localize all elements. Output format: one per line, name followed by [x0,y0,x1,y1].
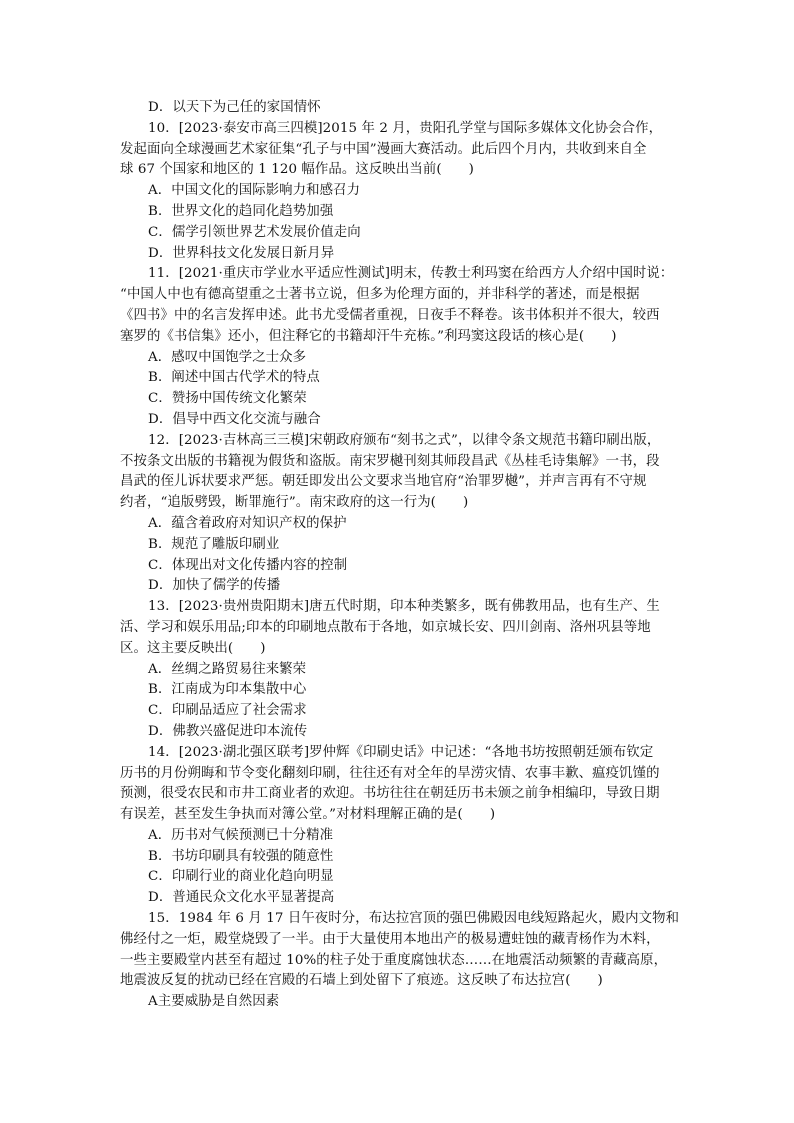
answer-option: B．书坊印刷具有较强的随意性 [148,848,334,864]
answer-option: B．江南成为印本集散中心 [148,682,307,698]
answer-option: D．倡导中西文化交流与融合 [148,411,321,427]
question-start: 11．[2021·重庆市学业水平适应性测试]明末，传教士利玛窦在给西方人介绍中国时说： [148,266,674,282]
answer-option: A．蕴含着政府对知识产权的保护 [148,515,347,531]
question-start: 14．[2023·湖北强区联考]罗仲辉《印刷史话》中记述：“各地书坊按照朝廷颁布钦定 [148,744,654,760]
answer-option: B．阐述中国古代学术的特点 [148,370,320,386]
answer-option: D．以天下为己任的家国情怀 [148,100,321,115]
question-text: 预测，很受农民和市井工商业者的欢迎。书坊往往在朝廷历书未颁之前争相编印，导致日期 [120,786,660,802]
question-text: 约者，“追版劈毁，断罪施行”。南宋政府的这一行为( ) [120,495,469,511]
question-text: 活、学习和娱乐用品;印本的印刷地点散布于各地，如京城长安、四川剑南、洛州巩县等地 [120,619,651,635]
question-text: 有误差，甚至发生争执而对簿公堂。”对材料理解正确的是( ) [120,807,496,823]
question-start: 10．[2023·泰安市高三四模]2015 年 2 月，贵阳孔学堂与国际多媒体文化协会合作， [148,120,663,136]
answer-option: C．赞扬中国传统文化繁荣 [148,391,307,407]
answer-option: A．历书对气候预测已十分精准 [148,827,334,843]
question-start: 15．1984 年 6 月 17 日午夜时分，布达拉宫顶的强巴佛殿因电线短路起火，殿内文物和 [148,911,680,927]
answer-option: D．加快了儒学的传播 [148,578,281,594]
answer-option: A．中国文化的国际影响力和感召力 [148,183,361,199]
question-text: 历书的月份朔晦和节令变化翻刻印刷，往往还有对全年的旱涝灾情、农事丰歉、瘟疫饥馑的 [120,765,660,781]
answer-option: D．世界科技文化发展日新月异 [148,245,335,261]
question-text: 地震波反复的扰动已经在宫殿的石墙上到处留下了痕迹。这反映了布达拉宫( ) [120,973,603,989]
question-text: 发起面向全球漫画艺术家征集“孔子与中国”漫画大赛活动。此后四个月内，共收到来自全 [120,141,647,157]
answer-option: B．世界文化的趋同化趋势加强 [148,203,334,219]
question-text: 区。这主要反映出( ) [120,640,266,656]
answer-option: D．普通民众文化水平显著提高 [148,890,335,906]
question-text: 昌武的侄儿诉状要求严惩。朝廷即发出公文要求当地官府“治罪罗樾”，并声言再有不守规 [120,474,647,490]
question-text: 球 67 个国家和地区的 1 120 幅作品。这反映出当前( ) [120,162,474,178]
question-text: 佛经付之一炬，殿堂烧毁了一半。由于大量使用本地出产的极易遭蛀蚀的藏青杨作为木料， [120,931,660,947]
answer-option: C．印刷行业的商业化趋向明显 [148,869,334,885]
answer-option: C．印刷品适应了社会需求 [148,703,307,719]
question-text: 塞罗的《书信集》还小，但注释它的书籍却汗牛充栋。”利玛窦这段话的核心是( ) [120,328,617,344]
question-start: 13．[2023·贵州贵阳期末]唐五代时期，印本种类繁多，既有佛教用品，也有生产、生 [148,599,660,615]
question-start: 12．[2023·吉林高三三模]宋朝政府颁布“刻书之式”，以律令条文规范书籍印刷出版， [148,432,661,448]
answer-option: D．佛教兴盛促进印本流传 [148,723,308,739]
answer-option: A主要威胁是自然因素 [148,994,280,1010]
question-text: 不按条文出版的书籍视为假货和盗版。南宋罗樾刊刻其师段昌武《丛桂毛诗集解》一书，段 [120,453,660,469]
answer-option: C．体现出对文化传播内容的控制 [148,557,348,573]
answer-option: A．丝绸之路贸易往来繁荣 [148,661,307,677]
question-text: “中国人中也有德高望重之士著书立说，但多为伦理方面的，并非科学的著述，而是根据 [120,287,640,303]
answer-option: A．感叹中国饱学之士众多 [148,349,307,365]
question-text: 一些主要殿堂内甚至有超过 10%的柱子处于重度腐蚀状态……在地震活动频繁的青藏高原， [120,952,668,968]
question-text: 《四书》中的名言发挥申述。此书尤受儒者重视，日夜手不释卷。该书体积并不很大，较西 [120,307,660,323]
answer-option: C．儒学引领世界艺术发展价值走向 [148,224,361,240]
exam-page [120,98,680,1013]
answer-option: B．规范了雕版印刷业 [148,536,280,552]
